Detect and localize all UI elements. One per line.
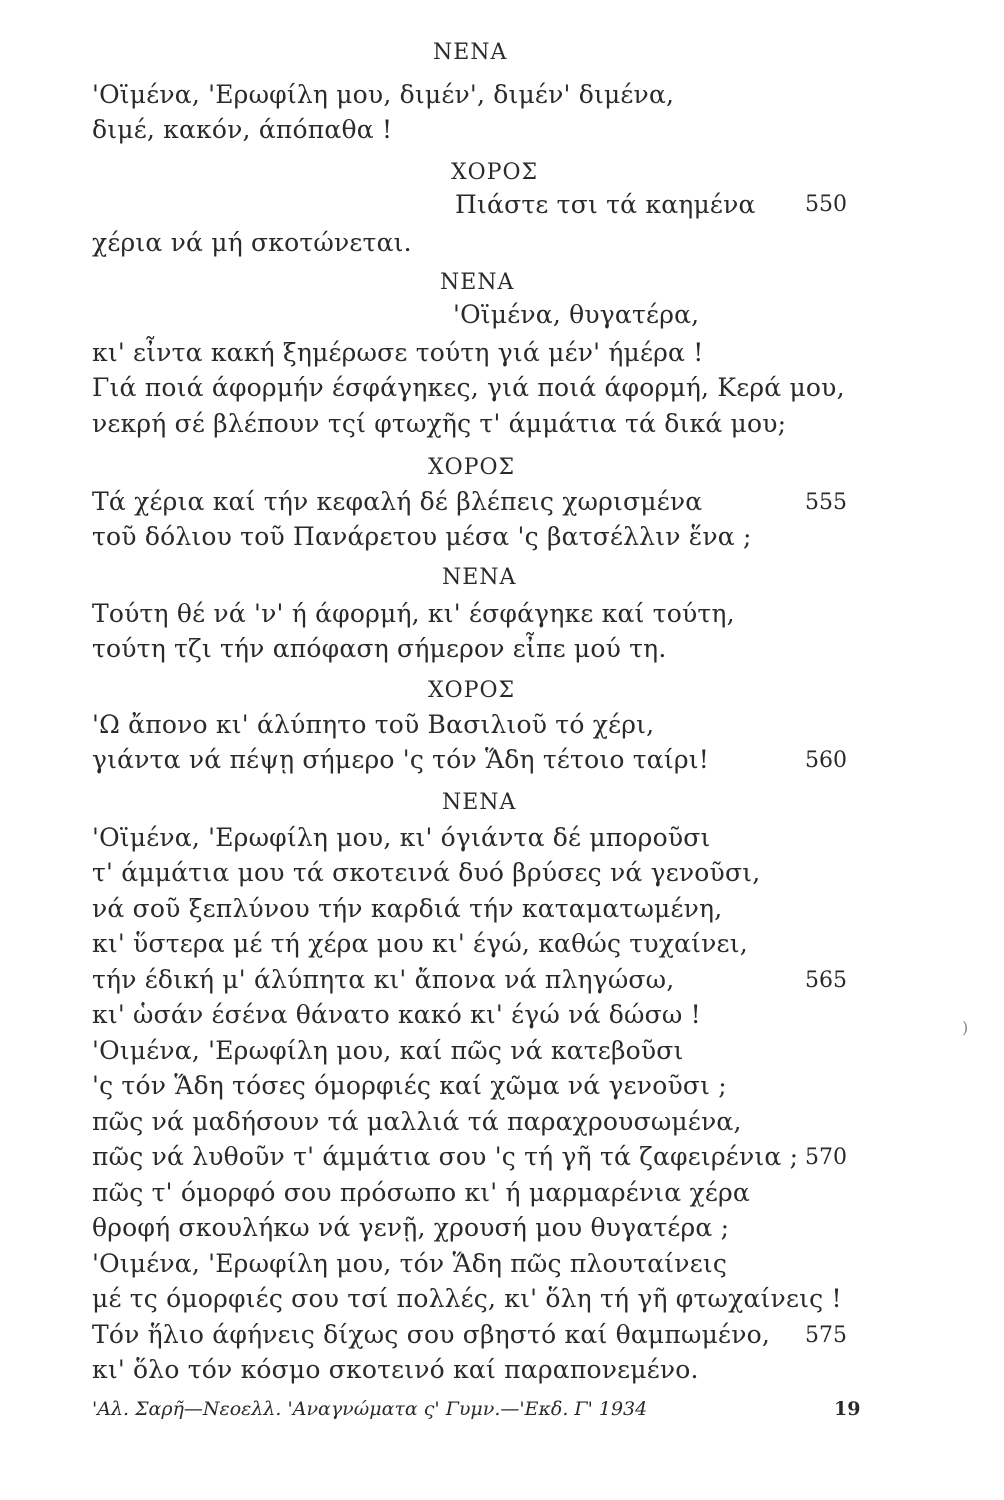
verse-line: πῶς τ' όμορφό σου πρόσωπο κι' ή μαρμαρένια χέρα (92, 1178, 750, 1207)
speaker-heading: ΝΕΝΑ (442, 790, 517, 815)
verse-line: Πιάστε τσι τά καημένα (455, 190, 756, 219)
verse-line: Τόν ἥλιο άφήνεις δίχως σου σβηστό καί θαμπωμένο, (92, 1320, 770, 1349)
verse-line: πῶς νά μαδήσουν τά μαλλιά τά παραχρουσωμένα, (92, 1107, 742, 1136)
line-number: 555 (805, 490, 847, 515)
verse-line: κι' ὅλο τόν κόσμο σκοτεινό καί παραπονεμένο. (92, 1355, 699, 1384)
verse-line: νά σοῦ ξεπλύνου τήν καρδιά τήν καταματωμένη, (92, 894, 723, 923)
speaker-heading: ΝΕΝΑ (442, 565, 517, 590)
speaker-heading: ΧΟΡΟΣ (428, 455, 516, 480)
verse-line: τ' άμμάτια μου τά σκοτεινά δυό βρύσες νά γενοῦσι, (92, 858, 761, 887)
verse-line: κι' ὡσάν έσένα θάνατο κακό κι' έγώ νά δώσω ! (92, 1000, 701, 1029)
verse-line: χέρια νά μή σκοτώνεται. (92, 228, 412, 257)
line-number: 565 (805, 968, 847, 993)
verse-line: θροφή σκουλήκω νά γενῇ, χρουσή μου θυγατέρα ; (92, 1213, 730, 1242)
line-number: 560 (805, 748, 847, 773)
line-number: 570 (805, 1145, 847, 1170)
verse-line: 'Οϊμένα, 'Ερωφίλη μου, διμέν', διμέν' διμένα, (92, 80, 675, 109)
speaker-heading: ΝΕΝΑ (440, 270, 515, 295)
verse-line: 'Οϊμένα, 'Ερωφίλη μου, κι' όγιάντα δέ μποροῦσι (92, 823, 711, 852)
verse-line: 'Ω ἄπονο κι' άλύπητο τοῦ Βασιλιοῦ τό χέρι, (92, 710, 655, 739)
verse-line: τήν έδική μ' άλύπητα κι' ἄπονα νά πληγώσω, (92, 965, 675, 994)
verse-line: τούτη τζι τήν απόφαση σήμερον εἶπε μού τη. (92, 634, 667, 663)
verse-line: πῶς νά λυθοῦν τ' άμμάτια σου 'ς τή γῆ τά ζαφειρένια ; (92, 1142, 799, 1171)
verse-line: νεκρή σέ βλέπουν τςί φτωχῆς τ' άμμάτια τά δικά μου; (92, 409, 787, 438)
verse-line: διμέ, κακόν, άπόπαθα ! (92, 115, 393, 144)
line-number: 550 (805, 192, 847, 217)
speaker-heading: ΧΟΡΟΣ (428, 678, 516, 703)
speaker-heading: ΧΟΡΟΣ (451, 160, 539, 185)
verse-line: γιάντα νά πέψῃ σήμερο 'ς τόν Ἅδη τέτοιο ταίρι! (92, 745, 709, 774)
speaker-heading: ΝΕΝΑ (433, 40, 508, 65)
margin-mark: ) (962, 1018, 969, 1037)
verse-line: 'ς τόν Ἅδη τόσες όμορφιές καί χῶμα νά γενοῦσι ; (92, 1071, 727, 1100)
verse-line: 'Οϊμένα, θυγατέρα, (453, 300, 700, 329)
verse-line: 'Οιμένα, 'Ερωφίλη μου, καί πῶς νά κατεβοῦσι (92, 1036, 684, 1065)
page-number: 19 (834, 1398, 861, 1420)
source-citation: 'Αλ. Σαρῆ—Νεοελλ. 'Αναγνώματα ς' Γυμν.—'Εκδ. Γ' 1934 (92, 1398, 648, 1420)
verse-line: Τούτη θέ νά 'ν' ή άφορμή, κι' έσφάγηκε καί τούτη, (92, 599, 735, 628)
verse-line: τοῦ δόλιου τοῦ Πανάρετου μέσα 'ς βατσέλλιν ἕνα ; (92, 522, 752, 551)
verse-line: Τά χέρια καί τήν κεφαλή δέ βλέπεις χωρισμένα (92, 487, 703, 516)
verse-line: Γιά ποιά άφορμήν έσφάγηκες, γιά ποιά άφορμή, Κερά μου, (92, 373, 845, 402)
verse-line: κι' εἶντα κακή ξημέρωσε τούτη γιά μέν' ήμέρα ! (92, 338, 704, 367)
verse-line: μέ τς όμορφιές σου τσί πολλές, κι' ὅλη τή γῆ φτωχαίνεις ! (92, 1284, 842, 1313)
verse-line: κι' ὕστερα μέ τή χέρα μου κι' έγώ, καθώς τυχαίνει, (92, 929, 748, 958)
verse-line: 'Οιμένα, 'Ερωφίλη μου, τόν Ἅδη πῶς πλουταίνεις (92, 1249, 728, 1278)
line-number: 575 (805, 1323, 847, 1348)
